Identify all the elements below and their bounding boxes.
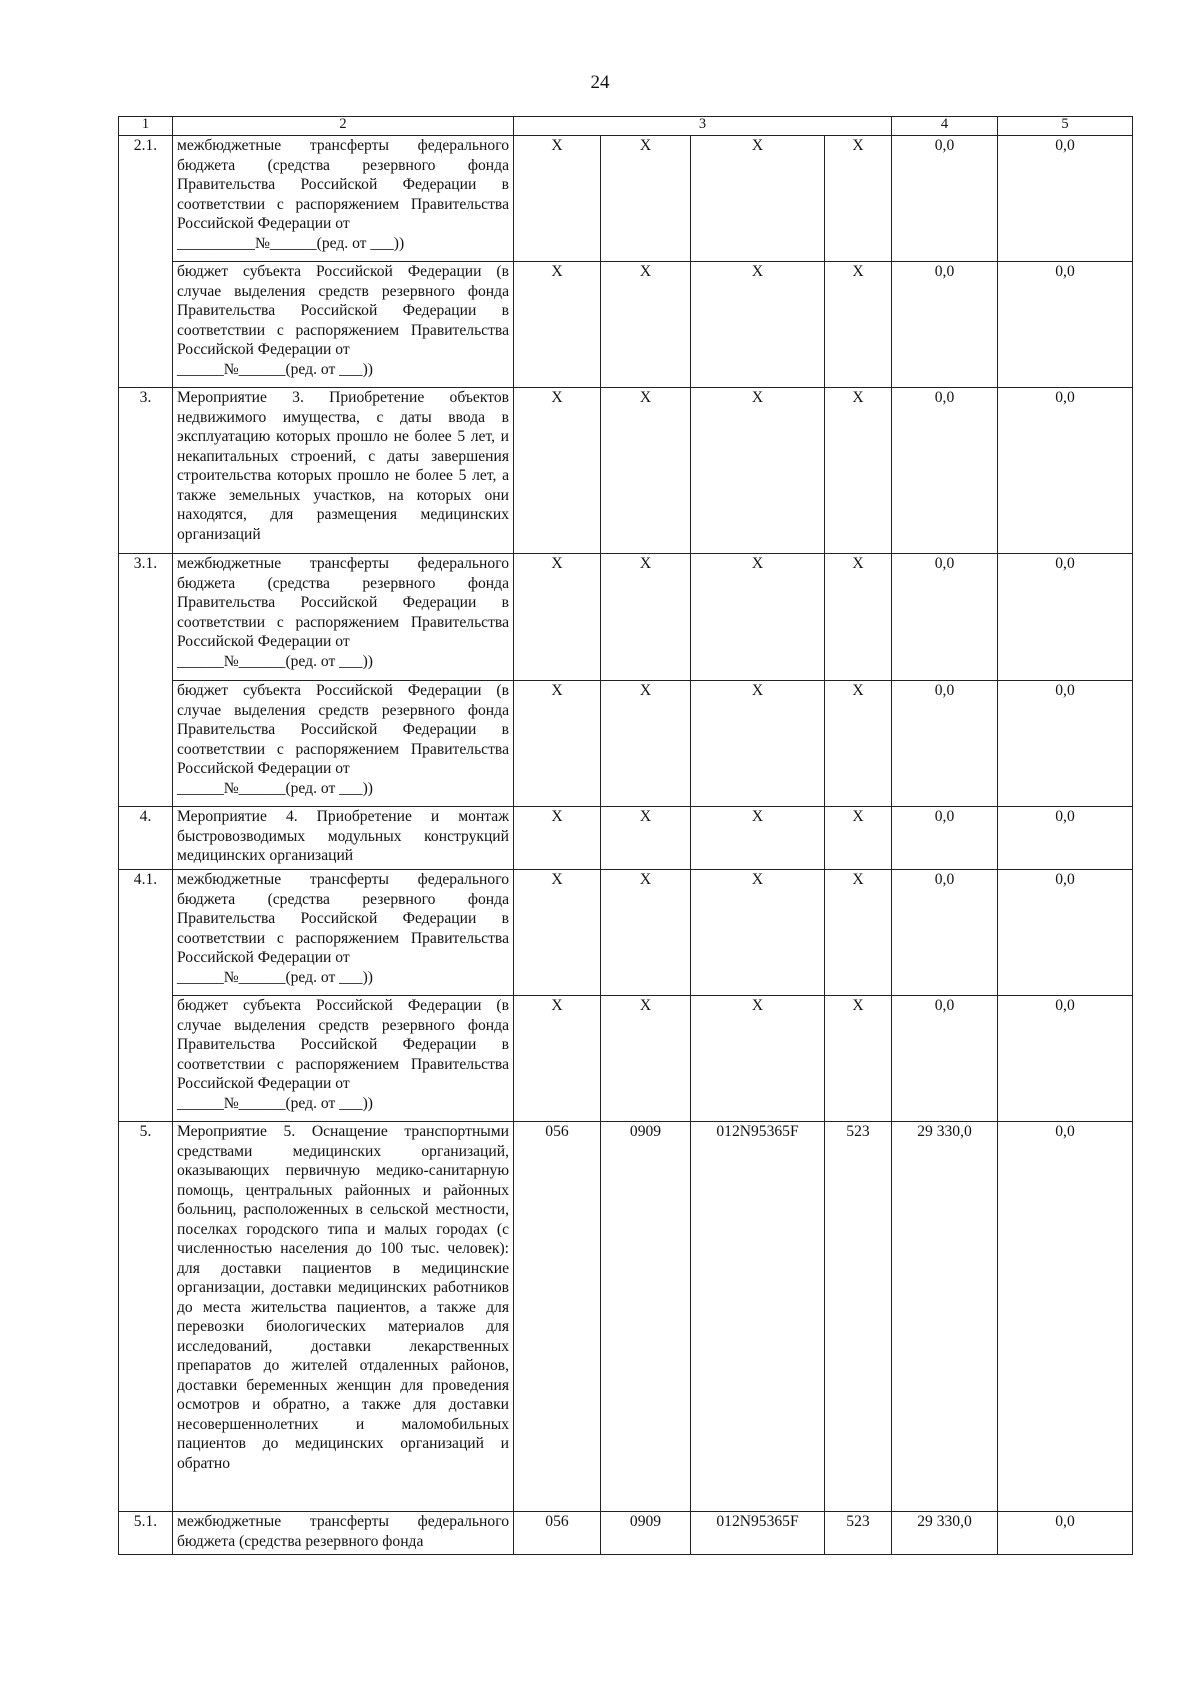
cell-value-5: 0,0 — [998, 1512, 1133, 1555]
cell-code-2: Х — [601, 136, 691, 262]
cell-code-4: Х — [825, 681, 892, 807]
cell-code-1: Х — [514, 681, 601, 807]
page-number: 24 — [590, 72, 610, 93]
cell-code-3: Х — [691, 136, 825, 262]
row-description: Мероприятие 3. Приобретение объектов недвижимого имущества, с даты ввода в эксплуатацию которых прошло не более 5 лет, и некапитальных строений, с даты завершения строительства которых прошло не более 5 лет, а также земельных участков, на которых они находятся, для размещения медицинских организаций — [173, 388, 514, 554]
row-description: межбюджетные трансферты федерального бюджета (средства резервного фонда Правительства Российской Федерации в соответствии с распоряжением Правительства Российской Федерации от ______№______(ред. от ___)) — [173, 870, 514, 996]
cell-value-4: 0,0 — [892, 388, 998, 554]
row-description: межбюджетные трансферты федерального бюджета (средства резервного фонда Правительства Российской Федерации в соответствии с распоряжением Правительства Российской Федерации от ______№______(ред. от ___)) — [173, 554, 514, 681]
table-row — [119, 136, 1133, 262]
cell-code-2: Х — [601, 554, 691, 681]
cell-code-3: Х — [691, 262, 825, 388]
cell-code-3: Х — [691, 807, 825, 870]
cell-value-5: 0,0 — [998, 1122, 1133, 1512]
cell-code-1: Х — [514, 554, 601, 681]
header-col-3: 3 — [514, 117, 892, 136]
table-row — [119, 388, 1133, 554]
cell-code-2: 0909 — [601, 1512, 691, 1555]
row-number: 5. — [119, 1122, 173, 1512]
cell-value-5: 0,0 — [998, 136, 1133, 262]
header-row — [119, 117, 1133, 136]
cell-code-4: Х — [825, 554, 892, 681]
cell-code-2: Х — [601, 996, 691, 1122]
row-number: 4.1. — [119, 870, 173, 1122]
cell-code-2: 0909 — [601, 1122, 691, 1512]
cell-code-2: Х — [601, 681, 691, 807]
cell-code-4: 523 — [825, 1122, 892, 1512]
cell-code-1: Х — [514, 870, 601, 996]
cell-code-4: Х — [825, 136, 892, 262]
row-number: 2.1. — [119, 136, 173, 388]
cell-code-2: Х — [601, 262, 691, 388]
table-row — [119, 1122, 1133, 1512]
cell-code-1: Х — [514, 136, 601, 262]
cell-value-4: 0,0 — [892, 262, 998, 388]
cell-code-1: Х — [514, 262, 601, 388]
cell-code-4: Х — [825, 262, 892, 388]
table-row — [119, 262, 1133, 388]
cell-value-5: 0,0 — [998, 388, 1133, 554]
cell-code-4: Х — [825, 996, 892, 1122]
table-row — [119, 870, 1133, 996]
cell-value-4: 0,0 — [892, 870, 998, 996]
cell-code-1: Х — [514, 996, 601, 1122]
header-col-2: 2 — [173, 117, 514, 136]
table-row — [119, 681, 1133, 807]
cell-code-3: 012N95365F — [691, 1512, 825, 1555]
cell-code-3: 012N95365F — [691, 1122, 825, 1512]
cell-code-3: Х — [691, 388, 825, 554]
cell-code-4: Х — [825, 807, 892, 870]
row-number: 4. — [119, 807, 173, 870]
cell-code-1: 056 — [514, 1122, 601, 1512]
row-description: бюджет субъекта Российской Федерации (в случае выделения средств резервного фонда Правительства Российской Федерации в соответствии с распоряжением Правительства Российской Федерации от ______№______(ред. от ___)) — [173, 996, 514, 1122]
cell-code-3: Х — [691, 996, 825, 1122]
cell-code-1: Х — [514, 388, 601, 554]
row-description: межбюджетные трансферты федерального бюджета (средства резервного фонда Правительства Российской Федерации в соответствии с распоряжением Правительства Российской Федерации от __________№______(ред. от ___)) — [173, 136, 514, 262]
cell-value-4: 0,0 — [892, 996, 998, 1122]
cell-value-5: 0,0 — [998, 996, 1133, 1122]
cell-value-5: 0,0 — [998, 554, 1133, 681]
table-row — [119, 1512, 1133, 1555]
row-description: бюджет субъекта Российской Федерации (в случае выделения средств резервного фонда Правительства Российской Федерации в соответствии с распоряжением Правительства Российской Федерации от ______№______(ред. от ___)) — [173, 262, 514, 388]
row-description: бюджет субъекта Российской Федерации (в случае выделения средств резервного фонда Правительства Российской Федерации в соответствии с распоряжением Правительства Российской Федерации от ______№______(ред. от ___)) — [173, 681, 514, 807]
cell-value-4: 29 330,0 — [892, 1122, 998, 1512]
table-row — [119, 807, 1133, 870]
cell-code-3: Х — [691, 870, 825, 996]
table-row — [119, 996, 1133, 1122]
cell-code-2: Х — [601, 870, 691, 996]
cell-code-2: Х — [601, 388, 691, 554]
table-row — [119, 554, 1133, 681]
cell-code-4: 523 — [825, 1512, 892, 1555]
cell-code-4: Х — [825, 388, 892, 554]
cell-code-1: 056 — [514, 1512, 601, 1555]
cell-value-4: 0,0 — [892, 136, 998, 262]
cell-code-2: Х — [601, 807, 691, 870]
cell-value-5: 0,0 — [998, 262, 1133, 388]
cell-value-5: 0,0 — [998, 681, 1133, 807]
row-number: 3.1. — [119, 554, 173, 807]
row-number: 3. — [119, 388, 173, 554]
cell-value-4: 0,0 — [892, 554, 998, 681]
cell-code-1: Х — [514, 807, 601, 870]
cell-value-4: 29 330,0 — [892, 1512, 998, 1555]
header-col-5: 5 — [998, 117, 1133, 136]
header-col-4: 4 — [892, 117, 998, 136]
cell-value-5: 0,0 — [998, 807, 1133, 870]
row-number: 5.1. — [119, 1512, 173, 1555]
cell-code-4: Х — [825, 870, 892, 996]
header-col-1: 1 — [119, 117, 173, 136]
row-description: межбюджетные трансферты федерального бюджета (средства резервного фонда — [173, 1512, 514, 1555]
cell-value-5: 0,0 — [998, 870, 1133, 996]
cell-code-3: Х — [691, 681, 825, 807]
cell-value-4: 0,0 — [892, 807, 998, 870]
row-description: Мероприятие 4. Приобретение и монтаж быстровозводимых модульных конструкций медицинских организаций — [173, 807, 514, 870]
cell-code-3: Х — [691, 554, 825, 681]
budget-table — [118, 116, 1133, 1555]
row-description: Мероприятие 5. Оснащение транспортными средствами медицинских организаций, оказывающих первичную медико-санитарную помощь, центральных районных и районных больниц, расположенных в сельской местности, поселках городского типа и малых городах (с численностью населения до 100 тыс. человек): для доставки пациентов в медицинские организации, доставки медицинских работников до места жительства пациентов, а также для перевозки биологических материалов для исследований, доставки лекарственных препаратов до жителей отдаленных районов, доставки беременных женщин для проведения осмотров и обратно, а также для доставки несовершеннолетних и маломобильных пациентов до медицинских организаций и обратно — [173, 1122, 514, 1512]
cell-value-4: 0,0 — [892, 681, 998, 807]
